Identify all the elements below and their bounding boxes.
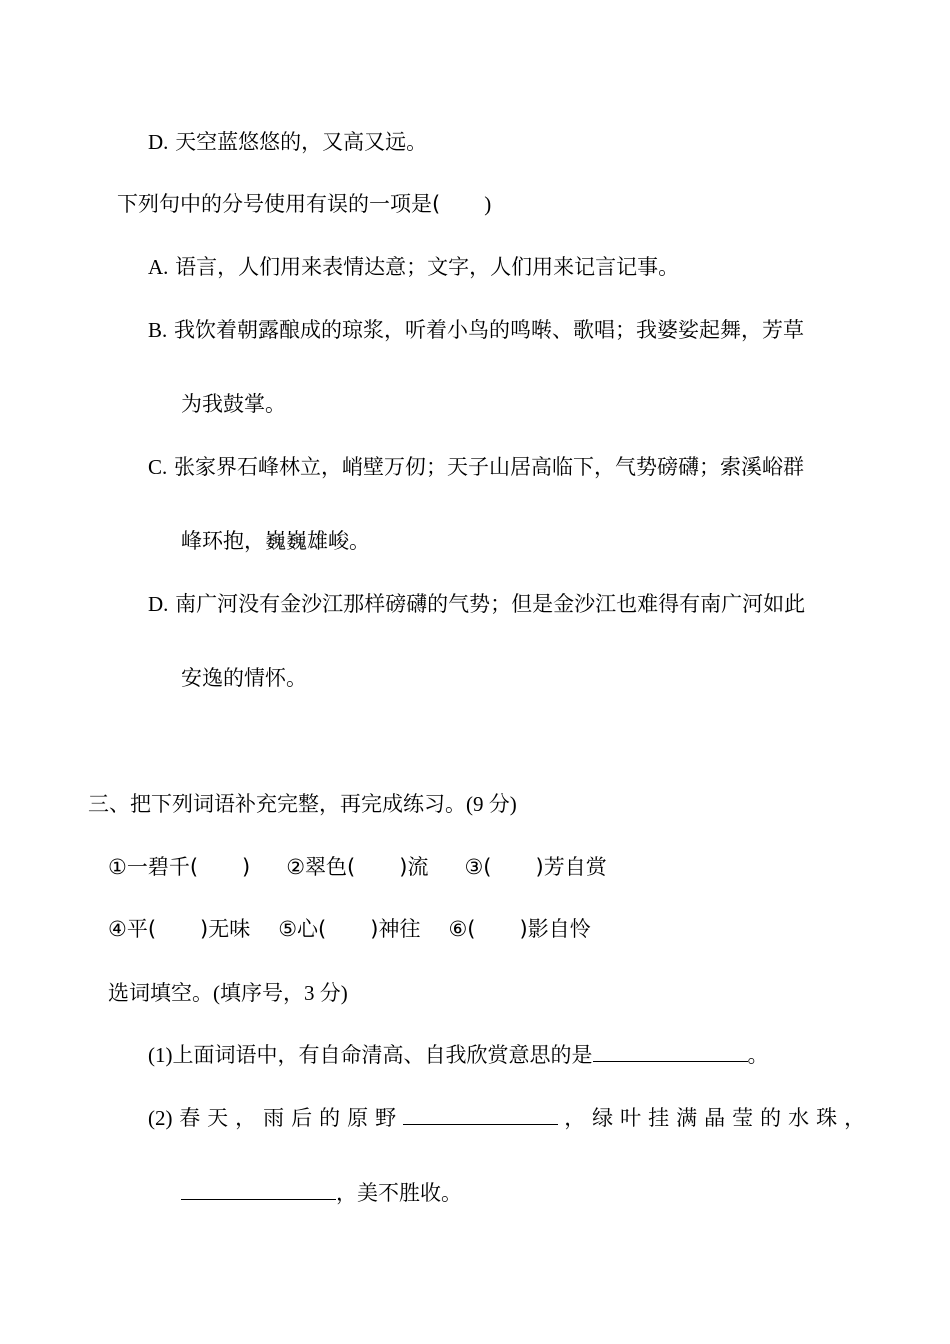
option-letter: D. [148, 592, 169, 616]
sub-heading-note: (填序号，3 分) [213, 981, 348, 1005]
word-prefix: ⑥( [448, 917, 476, 941]
item-number: (1) [148, 1043, 173, 1067]
option-letter: D. [148, 130, 169, 154]
word-item [108, 917, 250, 941]
answer-blank[interactable] [403, 1104, 558, 1125]
word-prefix: ③( [464, 855, 492, 879]
item-text: 上面词语中，有自命清高、自我欣赏意思的是 [172, 1043, 593, 1067]
item-number: (2) [148, 1106, 173, 1130]
option-b-continued: 为我鼓掌。 [181, 392, 286, 416]
word-prefix: ②翠色( [286, 855, 356, 879]
section-heading [88, 789, 517, 819]
word-item [278, 917, 420, 941]
word-row-2 [108, 914, 591, 944]
option-text: 张家界石峰林立，峭壁万仞；天子山居高临下，气势磅礴；索溪峪群 [173, 455, 804, 479]
prev-option-d [148, 127, 427, 157]
option-letter: B. [148, 318, 168, 342]
word-suffix: )流 [399, 855, 429, 879]
stem-close: ) [484, 192, 492, 216]
word-prefix: ⑤心( [278, 917, 327, 941]
sub-heading [108, 978, 348, 1008]
option-letter: A. [148, 255, 169, 279]
word-item [286, 855, 428, 879]
word-prefix: ④平( [108, 917, 157, 941]
item-text-continued: ，绿叶挂满晶莹的水珠， [564, 1106, 873, 1130]
stem-text: 下列句中的分号使用有误的一项是( [117, 192, 441, 216]
word-suffix: )无味 [200, 917, 251, 941]
word-row-1 [108, 852, 607, 882]
answer-blank[interactable] [181, 1179, 336, 1200]
question-stem [117, 189, 491, 219]
fill-item-2 [148, 1103, 872, 1133]
fill-item-2-continued [181, 1178, 462, 1208]
word-suffix: ) [242, 855, 251, 879]
answer-blank[interactable] [593, 1041, 748, 1062]
option-c [148, 452, 804, 482]
option-c-continued: 峰环抱，巍巍雄峻。 [181, 529, 370, 553]
word-item [108, 855, 250, 879]
item-end: ，美不胜收。 [336, 1181, 462, 1205]
option-d [148, 589, 805, 619]
word-prefix: ①一碧千( [108, 855, 199, 879]
word-item [464, 855, 606, 879]
section-heading-text: 三、把下列词语补充完整，再完成练习。 [88, 792, 466, 816]
section-score: (9 分) [466, 792, 517, 816]
option-text: 南广河没有金沙江那样磅礴的气势；但是金沙江也难得有南广河如此 [175, 592, 806, 616]
word-item [448, 917, 590, 941]
option-a [148, 252, 679, 282]
option-text: 我饮着朝露酿成的琼浆，听着小鸟的鸣啭、歌唱；我婆娑起舞，芳草 [173, 318, 804, 342]
option-text: 天空蓝悠悠的，又高又远。 [175, 130, 428, 154]
item-end: 。 [747, 1043, 769, 1067]
word-suffix: )神往 [370, 917, 421, 941]
item-text: 春天，雨后的原野 [179, 1106, 404, 1130]
option-letter: C. [148, 455, 168, 479]
sub-heading-text: 选词填空。 [108, 981, 213, 1005]
option-text: 语言，人们用来表情达意；文字，人们用来记言记事。 [175, 255, 680, 279]
word-suffix: )芳自赏 [535, 855, 607, 879]
option-d-continued: 安逸的情怀。 [181, 666, 307, 690]
option-b [148, 315, 804, 345]
word-suffix: )影自怜 [519, 917, 591, 941]
fill-item-1 [148, 1040, 769, 1070]
